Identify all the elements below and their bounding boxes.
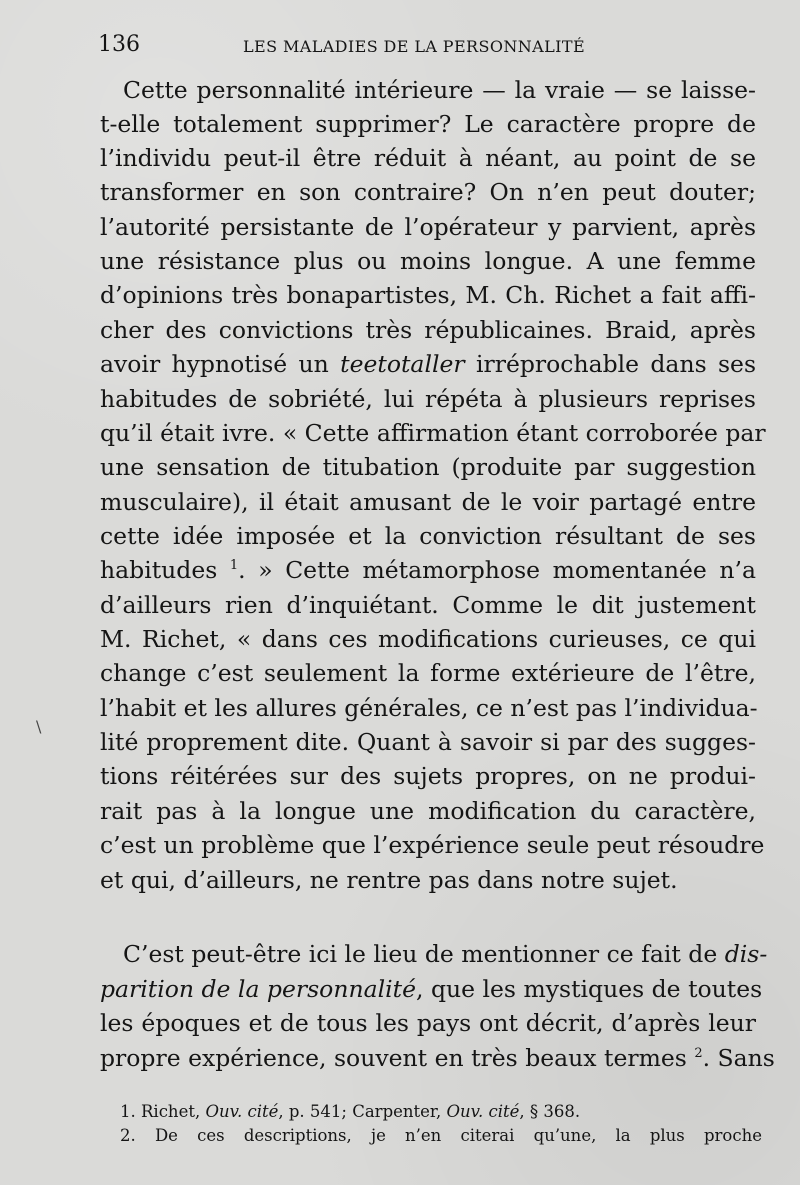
- text-line: d’opinions très bonapartistes, M. Ch. Richet a fait affi-: [100, 281, 756, 309]
- text-line: change c’est seulement la forme extérieure de l’être,: [100, 659, 756, 687]
- text-line: c’est un problème que l’expérience seule peut résoudre: [100, 831, 765, 859]
- text-line-with-footnote-marker: [100, 553, 756, 588]
- text-line-with-italic: [100, 347, 756, 382]
- text-segment: C’est peut-être ici le lieu de mentionner ce fait de: [123, 940, 725, 968]
- footnote-text: , § 368.: [519, 1102, 581, 1121]
- text-line: habitudes de sobriété, lui répéta à plusieurs reprises: [100, 385, 756, 413]
- footnote-number: 1.: [120, 1102, 136, 1121]
- text-line: musculaire), il était amusant de le voir partagé entre: [100, 488, 756, 516]
- text-line-with-italic: [100, 972, 763, 1007]
- text-line: l’autorité persistante de l’opérateur y parvient, après: [100, 213, 756, 241]
- text-line: qu’il était ivre. « Cette affirmation étant corroborée par: [100, 419, 766, 447]
- page-header: [98, 34, 760, 64]
- text-line: tions réitérées sur des sujets propres, on ne produi-: [100, 762, 756, 790]
- footnote-text: , p. 541; Carpenter,: [278, 1102, 447, 1121]
- text-segment: , que les mystiques de toutes: [416, 975, 763, 1003]
- text-line: et qui, d’ailleurs, ne rentre pas dans notre sujet.: [100, 866, 678, 894]
- text-line: Cette personnalité intérieure — la vraie — se laisse-: [123, 76, 756, 104]
- text-line: l’habit et les allures générales, ce n’est pas l’individua-: [100, 694, 758, 722]
- text-segment: habitudes: [100, 556, 230, 584]
- text-line-with-italic: [123, 937, 768, 972]
- margin-mark: \: [36, 717, 42, 736]
- text-line: cher des convictions très républicaines. Braid, après: [100, 316, 756, 344]
- text-line: d’ailleurs rien d’inquiétant. Comme le dit justement: [100, 591, 756, 619]
- text-line: une sensation de titubation (produite par suggestion: [100, 453, 756, 481]
- text-line: les époques et de tous les pays ont décrit, d’après leur: [100, 1009, 756, 1037]
- footnote-marker: 2: [694, 1046, 703, 1061]
- footnote-2: [120, 1124, 762, 1148]
- text-line: t-elle totalement supprimer? Le caractère propre de: [100, 110, 756, 138]
- text-segment: avoir hypnotisé un: [100, 350, 341, 378]
- text-line: rait pas à la longue une modification du caractère,: [100, 797, 756, 825]
- footnote-marker: 1: [229, 558, 239, 573]
- footnote-citation-italic: Ouv. cité: [205, 1102, 279, 1121]
- text-line: l’individu peut-il être réduit à néant, au point de se: [100, 144, 756, 172]
- footnote-1: [120, 1100, 580, 1124]
- page-number: 136: [98, 32, 140, 57]
- text-line: M. Richet, « dans ces modifications curieuses, ce qui: [100, 625, 756, 653]
- text-line: transformer en son contraire? On n’en peut douter;: [100, 178, 756, 206]
- text-line-with-footnote-marker: [100, 1041, 775, 1076]
- italic-phrase: parition de la personnalité: [100, 975, 416, 1003]
- italic-word: teetotaller: [340, 350, 465, 378]
- text-segment: irréprochable dans ses: [464, 350, 757, 378]
- text-segment: . » Cette métamorphose momentanée n’a: [238, 556, 757, 584]
- running-head: LES MALADIES DE LA PERSONNALITÉ: [243, 37, 586, 56]
- text-line: lité proprement dite. Quant à savoir si par des sugges-: [100, 728, 756, 756]
- text-segment: propre expérience, souvent en très beaux termes: [100, 1044, 695, 1072]
- footnote-text: De ces descriptions, je n’en citerai qu’une, la plus proche: [135, 1126, 762, 1145]
- text-line: une résistance plus ou moins longue. A une femme: [100, 247, 756, 275]
- footnote-text: Richet,: [135, 1102, 206, 1121]
- text-line: cette idée imposée et la conviction résultant de ses: [100, 522, 756, 550]
- italic-word: dis-: [724, 940, 768, 968]
- footnote-citation-italic: Ouv. cité: [446, 1102, 520, 1121]
- footnote-number: 2.: [120, 1126, 136, 1145]
- text-segment: . Sans: [702, 1044, 775, 1072]
